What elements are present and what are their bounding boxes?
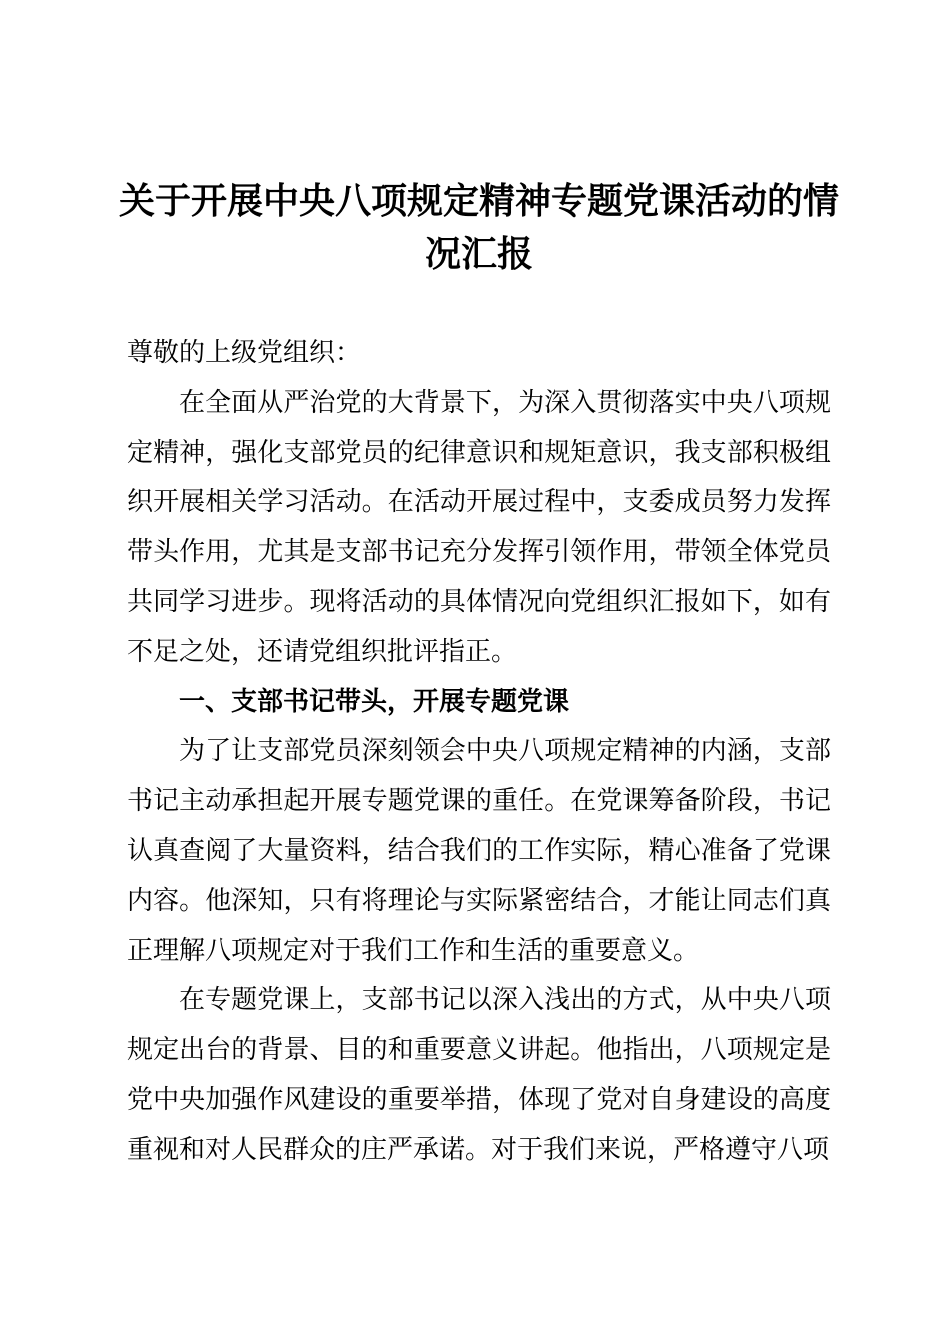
document-paragraph: 在全面从严治党的大背景下，为深入贯彻落实中央八项规定精神，强化支部党员的纪律意识和规矩意识，我支部积极组织开展相关学习活动。在活动开展过程中，支委成员努力发挥带头作用，尤其是支部书记充分发挥引领作用，带领全体党员共同学习进步。现将活动的具体情况向党组织汇报如下，如有不足之处，还请党组织批评指正。 xyxy=(127,386,831,666)
salutation-line: 尊敬的上级党组织： xyxy=(127,337,362,367)
document-paragraph: 为了让支部党员深刻领会中央八项规定精神的内涵，支部书记主动承担起开展专题党课的重任。在党课筹备阶段，书记认真查阅了大量资料，结合我们的工作实际，精心准备了党课内容。他深知，只有将理论与实际紧密结合，才能让同志们真正理解八项规定对于我们工作和生活的重要意义。 xyxy=(127,735,831,965)
document-body xyxy=(127,328,831,1175)
document-paragraph: 在专题党课上，支部书记以深入浅出的方式，从中央八项规定出台的背景、目的和重要意义讲起。他指出，八项规定是党中央加强作风建设的重要举措，体现了党对自身建设的高度重视和对人民群众的庄严承诺。对于我们来说，严格遵守八项 xyxy=(127,984,831,1164)
document-title: 关于开展中央八项规定精神专题党课活动的情况汇报 xyxy=(118,180,839,274)
section-heading: 一、支部书记带头，开展专题党课 xyxy=(179,685,570,716)
